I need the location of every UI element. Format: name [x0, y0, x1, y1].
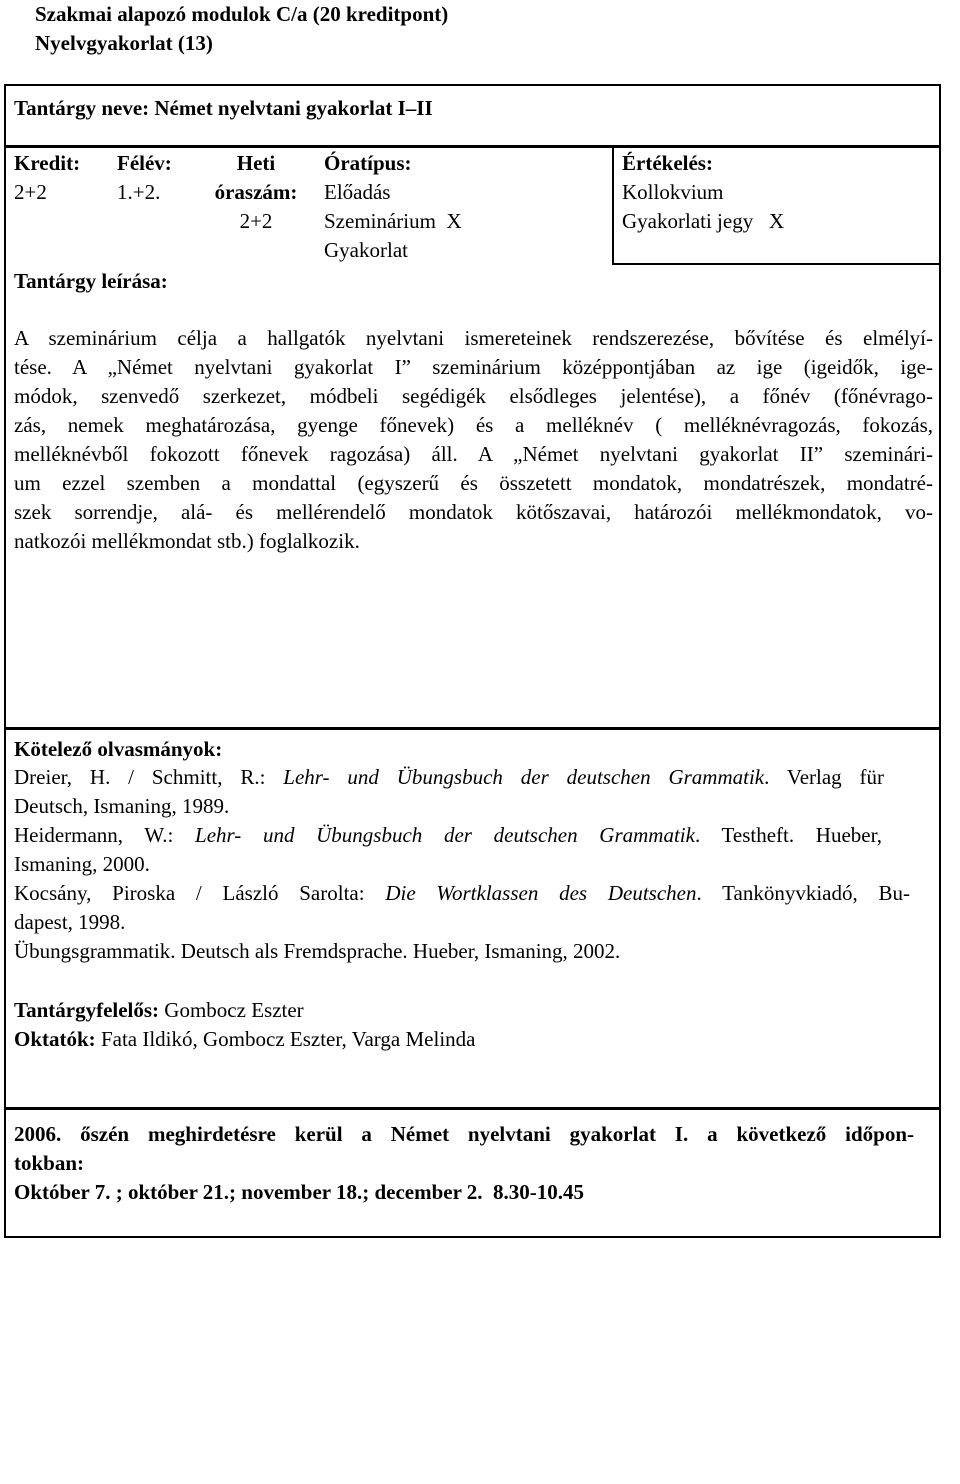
reading-author: Kocsány, Piroska / László Sarolta: — [14, 881, 386, 905]
subject-name-box — [4, 84, 941, 147]
announcement-text — [14, 1120, 914, 1207]
responsible-label: Tantárgyfelelős: — [14, 998, 165, 1022]
subject-name — [14, 94, 433, 123]
heti-value: 2+2 — [239, 209, 273, 233]
oratipus-eloadas: Előadás — [324, 180, 391, 204]
reading-item — [14, 879, 910, 908]
reading-item-cont: dapest, 1998. — [14, 910, 126, 934]
subject-name-label: Tantárgy neve: — [14, 96, 150, 120]
announcement-line: tokban: — [14, 1151, 85, 1175]
description-line: tése. A „Német nyelvtani gyakorlat I” szeminárium középpontjában az ige (igeidők, ige- — [14, 355, 933, 379]
reading-author: Heidermann, W.: — [14, 823, 196, 847]
description-line: szek sorrendje, alá- és mellérendelő mondatok kötőszavai, határozói mellékmondatok, vo- — [14, 500, 933, 524]
ertekeles-kollokvium: Kollokvium — [622, 180, 724, 204]
oratipus-gyakorlat: Gyakorlat — [324, 238, 408, 262]
module-title: Szakmai alapozó modulok C/a (20 kreditpont) — [35, 2, 449, 26]
heti-oraszam-cell — [204, 149, 308, 236]
ertekeles-gyakorlati-jegy — [622, 207, 784, 236]
oratipus-label: Óratípus: — [324, 151, 412, 175]
reading-publisher: . Verlag für — [764, 765, 885, 789]
heti-label: Heti — [236, 151, 276, 175]
felev-cell — [117, 149, 172, 207]
responsible-row — [14, 996, 304, 1025]
ertekeles-gyakorlati-jegy-mark: X — [768, 209, 785, 233]
reading-item — [14, 763, 884, 792]
announcement-box — [4, 1108, 941, 1238]
course-info-box — [4, 146, 941, 729]
teachers-label: Oktatók: — [14, 1027, 101, 1051]
reading-item-cont: Ismaning, 2000. — [14, 852, 150, 876]
description-text — [14, 324, 933, 556]
oratipus-szeminarium — [324, 207, 462, 236]
description-line: A szeminárium célja a hallgatók nyelvtani ismereteinek rendszerezése, bővítése és elmélyí- — [14, 326, 933, 350]
description-line: melléknévből fokozott főnevek ragozása) áll. A „Német nyelvtani gyakorlat II” szeminári- — [14, 442, 933, 466]
reading-title: Lehr- und Übungsbuch der deutschen Grammatik — [283, 765, 765, 789]
reading-item-cont: Deutsch, Ismaning, 1989. — [14, 794, 230, 818]
teachers-row — [14, 1025, 475, 1054]
description-line: natkozói mellékmondat stb.) foglalkozik. — [14, 529, 360, 553]
subject-name-value: Német nyelvtani gyakorlat I–II — [154, 96, 433, 120]
teachers-value: Fata Ildikó, Gombocz Eszter, Varga Melinda — [100, 1027, 476, 1051]
reading-publisher: . Tankönyvkiadó, Bu- — [696, 881, 910, 905]
column-divider — [612, 148, 614, 265]
felev-value: 1.+2. — [117, 180, 161, 204]
ertekeles-gyakorlati-jegy-label: Gyakorlati jegy — [622, 209, 754, 233]
readings-box — [4, 728, 941, 1109]
description-line: módok, szenvedő szerkezet, módbeli segédigék elsődleges jelentése), a főnév (főnévrago- — [14, 384, 933, 408]
announcement-line: 2006. őszén meghirdetésre kerül a Német nyelvtani gyakorlat I. a következő időpon- — [14, 1122, 914, 1146]
description-line: zás, nemek meghatározása, gyenge főnevek) és a melléknév ( melléknévragozás, fokozás, — [14, 413, 933, 437]
oraszam-label: óraszám: — [214, 180, 298, 204]
kredit-value: 2+2 — [14, 180, 47, 204]
reading-publisher: . Testheft. Hueber, — [694, 823, 883, 847]
reading-author: Dreier, H. / Schmitt, R.: — [14, 765, 284, 789]
oratipus-cell — [324, 149, 462, 265]
reading-item: Übungsgrammatik. Deutsch als Fremdsprache. Hueber, Ismaning, 2002. — [14, 939, 621, 963]
description-line: um ezzel szemben a mondattal (egyszerű és összetett mondatok, mondatrészek, mondatré- — [14, 471, 933, 495]
ertekeles-label: Értékelés: — [622, 151, 713, 175]
reading-item — [14, 821, 882, 850]
reading-title: Lehr- und Übungsbuch der deutschen Grammatik — [195, 823, 695, 847]
kredit-label: Kredit: — [14, 151, 81, 175]
kredit-cell — [14, 149, 80, 207]
readings-label: Kötelező olvasmányok: — [14, 737, 223, 761]
readings-list — [14, 763, 910, 966]
oratipus-szeminarium-mark: X — [446, 209, 462, 233]
module-subtitle: Nyelvgyakorlat (13) — [35, 31, 213, 55]
ertekeles-cell — [622, 149, 784, 236]
announcement-dates: Október 7. ; október 21.; november 18.; december 2. 8.30-10.45 — [14, 1180, 585, 1204]
reading-title: Die Wortklassen des Deutschen — [385, 881, 697, 905]
felev-label: Félév: — [117, 151, 172, 175]
responsible-value: Gombocz Eszter — [164, 998, 304, 1022]
row-divider — [612, 263, 939, 265]
oratipus-szeminarium-label: Szeminárium — [324, 209, 436, 233]
description-label: Tantárgy leírása: — [14, 269, 168, 293]
